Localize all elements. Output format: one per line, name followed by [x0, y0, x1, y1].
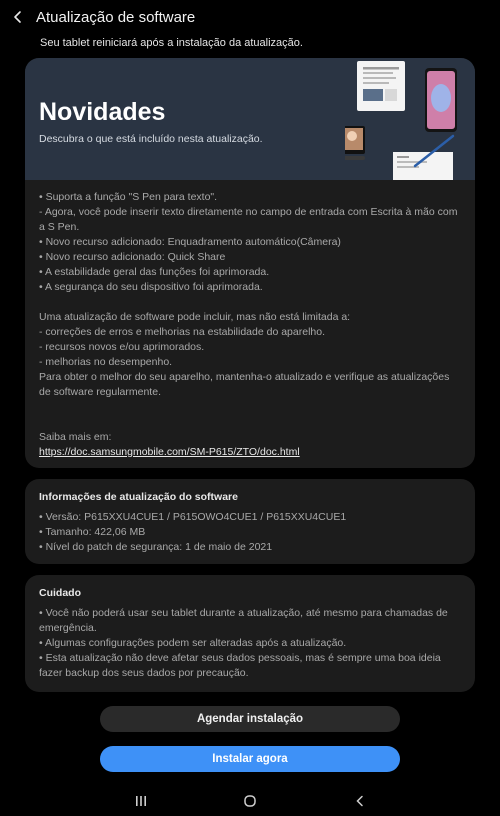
- feature-item: • A estabilidade geral das funções foi aprimorada.: [39, 266, 270, 278]
- recents-button[interactable]: [126, 792, 156, 810]
- release-notes-link[interactable]: https://doc.samsungmobile.com/SM-P615/ZTO/doc.html: [39, 446, 300, 458]
- caution-item: • Algumas configurações podem ser alteradas após a atualização.: [39, 637, 347, 649]
- general-item: Uma atualização de software pode incluir, mas não está limitada a:: [39, 311, 351, 323]
- navigation-bar: [0, 786, 500, 816]
- nav-back-icon: [354, 795, 366, 807]
- restart-notice: Seu tablet reiniciará após a instalação da atualização.: [40, 37, 303, 49]
- whats-new-subtitle: Descubra o que está incluído nesta atualização.: [39, 133, 263, 145]
- feature-item: - Agora, você pode inserir texto diretamente no campo de entrada com Escrita à mão com a S Pen.: [39, 206, 458, 233]
- general-item: - melhorias no desempenho.: [39, 356, 173, 368]
- caution-title: Cuidado: [39, 587, 81, 599]
- chevron-left-icon: [11, 10, 25, 24]
- page-title: Atualização de software: [36, 8, 196, 26]
- feature-item: • Suporta a função "S Pen para texto".: [39, 191, 218, 203]
- whats-new-card: [25, 58, 475, 468]
- nav-back-button[interactable]: [345, 792, 375, 810]
- whats-new-banner: [25, 58, 475, 180]
- install-now-button[interactable]: Instalar agora: [100, 746, 400, 772]
- feature-item: • Novo recurso adicionado: Quick Share: [39, 251, 226, 263]
- caution-item: • Você não poderá usar seu tablet durante a atualização, até mesmo para chamadas de emergência.: [39, 607, 448, 634]
- caution-item: • Esta atualização não deve afetar seus dados pessoais, mas é sempre uma boa ideia fazer backup dos seus dados por precaução.: [39, 652, 441, 679]
- general-item: - recursos novos e/ou aprimorados.: [39, 341, 205, 353]
- banner-illustration: [345, 58, 475, 180]
- learn-more-label: Saiba mais em:: [39, 431, 112, 443]
- recents-icon: [135, 795, 147, 807]
- home-icon: [243, 794, 257, 808]
- schedule-install-button[interactable]: Agendar instalação: [100, 706, 400, 732]
- security-patch-text: • Nível do patch de segurança: 1 de maio de 2021: [39, 541, 273, 553]
- feature-item: • Novo recurso adicionado: Enquadramento automático(Câmera): [39, 236, 341, 248]
- caution-card: [25, 575, 475, 692]
- back-button[interactable]: [2, 0, 34, 34]
- size-text: • Tamanho: 422,06 MB: [39, 526, 146, 538]
- general-item: Para obter o melhor do seu aparelho, mantenha-o atualizado e verifique as atualizações de software regularmente.: [39, 371, 450, 398]
- whats-new-title: Novidades: [39, 98, 166, 126]
- version-text: • Versão: P615XXU4CUE1 / P615OWO4CUE1 / P615XXU4CUE1: [39, 511, 347, 523]
- whats-new-body: [25, 180, 475, 460]
- feature-item: • A segurança do seu dispositivo foi aprimorada.: [39, 281, 263, 293]
- app-header: [0, 0, 500, 34]
- home-button[interactable]: [235, 792, 265, 810]
- general-item: - correções de erros e melhorias na estabilidade do aparelho.: [39, 326, 325, 338]
- update-info-card: [25, 479, 475, 564]
- update-info-title: Informações de atualização do software: [39, 491, 238, 503]
